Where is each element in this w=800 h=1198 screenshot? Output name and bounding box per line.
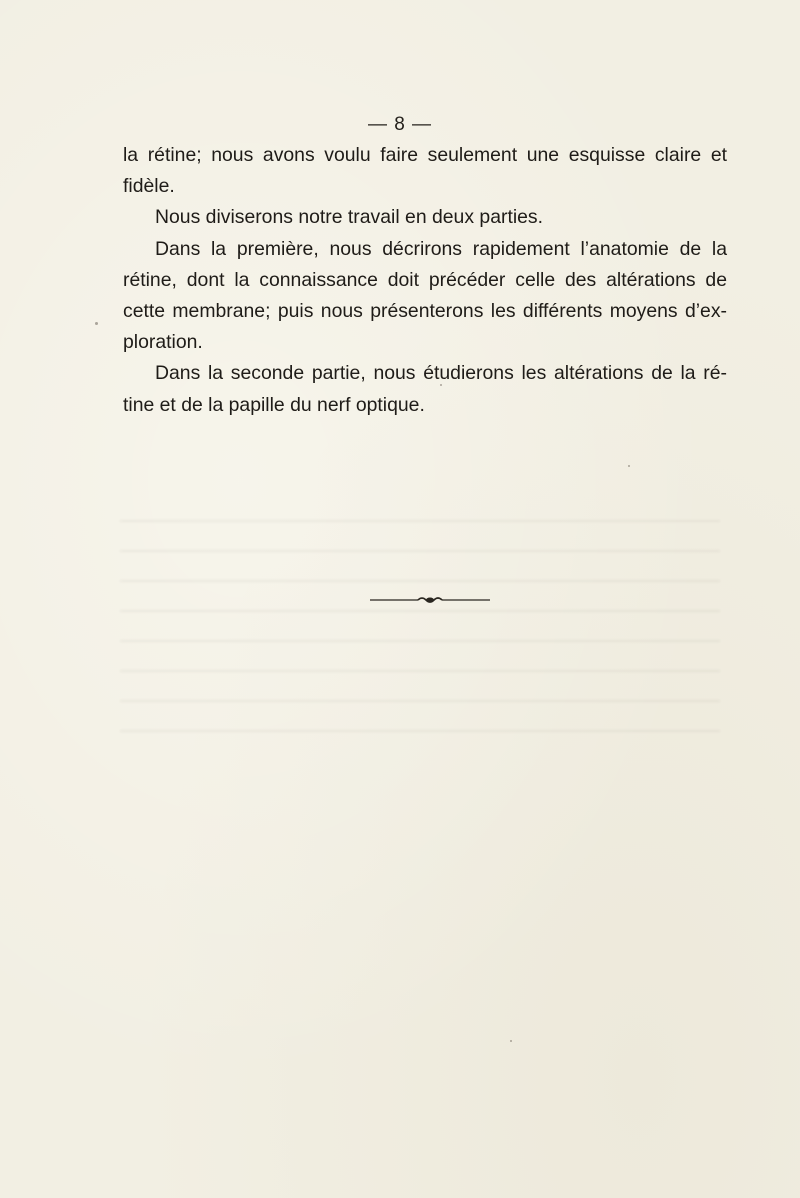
text-line: Nous diviserons notre travail en deux parties.	[155, 206, 544, 229]
tailpiece-ornament-icon	[370, 593, 490, 607]
text-line: Dans la première, nous décrirons rapidement l’anatomie de la	[155, 237, 727, 260]
body-text	[123, 140, 727, 421]
text-line: la rétine; nous avons voulu faire seulement une esquisse claire et	[123, 144, 727, 166]
paper-speck	[628, 465, 630, 467]
text-line: tine et de la papille du nerf optique.	[123, 393, 425, 416]
paper-speck	[440, 384, 442, 386]
paper-speck	[510, 1040, 512, 1042]
paper-speck	[95, 322, 98, 325]
text-line: cette membrane; puis nous présenterons les différents moyens d’ex-	[123, 300, 727, 323]
show-through-text	[120, 520, 720, 750]
text-line: rétine, dont la connaissance doit précéder celle des altérations de	[123, 268, 727, 291]
page-number: — 8 —	[367, 114, 433, 135]
text-line: Dans la seconde partie, nous étudierons les altérations de la ré-	[155, 362, 727, 385]
text-line: fidèle.	[123, 175, 175, 198]
text-line: ploration.	[123, 331, 203, 354]
